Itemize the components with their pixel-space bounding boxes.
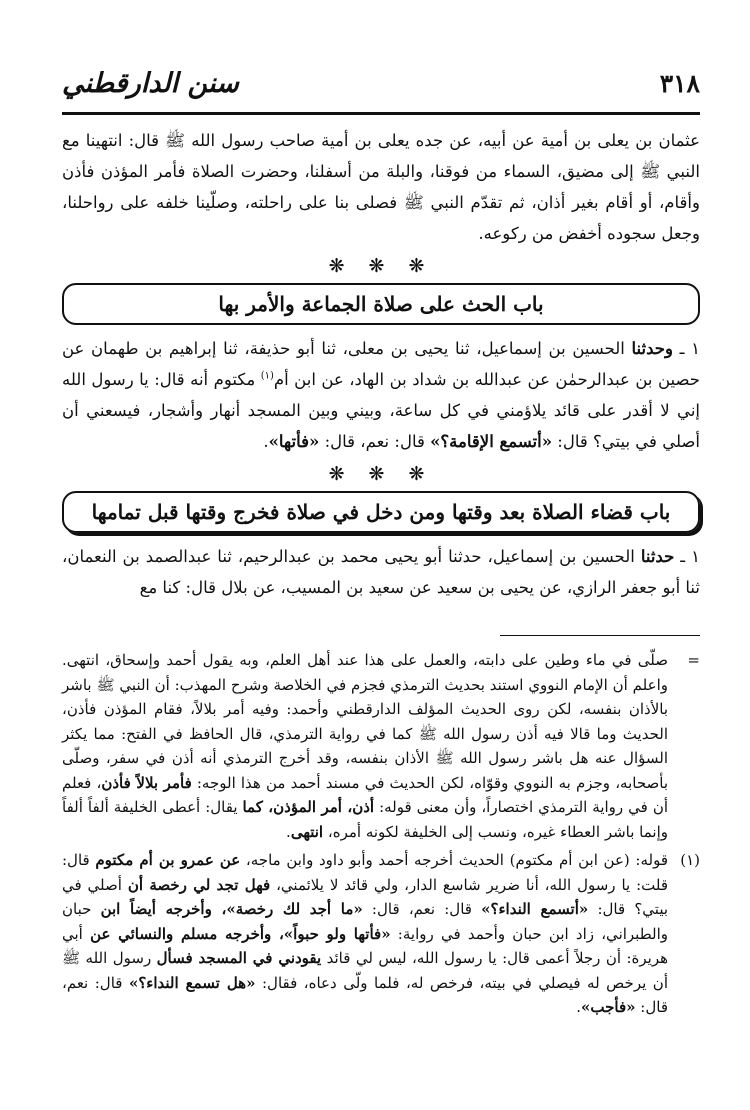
hadith-lead: وحدثنا [631,339,673,358]
footnote-bold-run: «ما أجد لك رخصة»، وأخرجه أيضاً ابن [100,900,363,918]
footnote-reference: (١) [260,370,274,382]
hadith-quote: «فأتها» [268,432,320,451]
footnote-bold-run: «هل تسمع النداء؟» [128,973,256,992]
hadith-number: ١ ـ [680,547,700,566]
hadith-number: ١ ـ [679,339,700,358]
footnote-run: قوله: (عن ابن أم مكتوم) الحديث أخرجه أحمد وأبو داود وابن ماجه، [240,851,668,869]
footnote-bold-run: «فأجب» [581,998,636,1016]
footnote-bold-run: أذن، أمر المؤذن، كما [242,798,375,816]
book-page [62,60,700,1024]
hadith-quote: «أتسمع الإقامة؟» [430,432,553,451]
footnote-run: . [576,998,582,1016]
footnote-rule [500,635,700,636]
footnote-run: أصلي في بيتي؟ قال: [62,875,669,918]
footnote-run: صلّى في ماء وطين على دابته، والعمل على هذا عند أهل العلم، وبه يقول أحمد وإسحاق، انتهى. واعلم أن الإمام النووي استند بحديث الترمذي فجزم في الخلاصة وشرح المهذب: أن النبي ﷺ باشر بالأذان بنفسه، لكن روى الحديث المؤلف الدارقطني وأحمد: وفيه أمر بلالاً، فقام المؤذن فأذن، الحديث وما قالا فيه أذن رسول الله ﷺ كما في رواية الترمذي، قال الحافظ في الفتح: مما يكثر السؤال عنه هل باشر رسول الله ﷺ الأذان بنفسه، وقد أخرج الترمذي أنه أذن في سفر، وصلّى بأصحابه، وجزم به النووي وقوّاه، لكن الحديث في مسند أحمد من هذا الوجه: [62,651,668,792]
footnote-1 [62,848,700,1020]
footnote-bold-run: يقودني في المسجد فسأل [156,949,322,967]
intro-paragraph: عثمان بن يعلى بن أمية عن أبيه، عن جده يعلى بن أمية صاحب رسول الله ﷺ قال: انتهينا مع النبي ﷺ إلى مضيق، السماء من فوقنا، والبلة من أسفلنا، وحضرت الصلاة فأمر المؤذن فأذن وأقام، أو أقام بغير أذان، ثم تقدّم النبي ﷺ فصلى بنا على راحلته، وصلّينا خلفه على رواحلنا، وجعل سجوده أخفض من ركوعه. [62,131,700,243]
footnote-run: ، فعلم أن في رواية الترمذي اختصاراً، وأن معنى قوله: [62,773,668,816]
hadith-text: مكتوم أنه قال: يا رسول الله إني لا أقدر على قائد يلاؤمني في كل ساعة، وبيني وبين المسجد أنهار وأشجار، فيسعني أن أصلي في بيتي؟ قال: [62,370,700,451]
hadith-lead: حدثنا [640,547,675,566]
footnote-run: قال: نعم، قال: [362,900,482,918]
footnote-run: رسول الله ﷺ أن يرخص له فيصلي في بيته، فرخص له، فلما ولّى دعاه، فقال: [62,949,668,992]
footnote-bold-run: فهل تجد لي رخصة أن [127,875,271,894]
hadith-paragraph-1 [62,333,700,457]
continuation-marker: = [687,651,700,669]
footnote-marker: (١) [680,851,700,869]
hadith-text: الحسين بن إسماعيل، حدثنا أبو يحيى محمد بن عبدالرحيم، ثنا عبدالصمد بن النعمان، ثنا أبو جعفر الرازي، عن يحيى بن سعيد عن سعيد بن المسيب، عن بلال قال: كنا مع [62,547,700,597]
footnote-bold-run: «فأتها ولو حبواً»، وأخرجه مسلم والنسائي عن [90,924,391,943]
page-header [62,60,700,106]
footnotes [62,648,700,1020]
footnote-bold-run: فأمر بلالاً فأذن [101,773,192,792]
chapter-title-box-1: باب الحث على صلاة الجماعة والأمر بها [62,283,700,325]
footnote-run: أبي هريرة: أن رجلاً أعمى قال: يا رسول الله، ليس لي قائد [62,924,668,967]
footnote-text [62,848,668,1020]
hadith-text: . [263,432,269,451]
hadith-text: قال: نعم، قال: [319,432,431,451]
footnote-bold-run: «أتسمع النداء؟» [481,900,589,918]
footnote-run: قال: قلت: يا رسول الله، أنا ضرير شاسع الدار، ولي قائد لا يلائمني، [62,851,668,894]
footnote-continuation [62,648,700,844]
separator-stars-1: ❋ ❋ ❋ [328,255,434,277]
footnote-text [62,648,668,844]
separator-stars-2: ❋ ❋ ❋ [328,463,434,485]
footnote-run: قال: نعم، قال: [62,973,668,1016]
hadith-text: الحسين بن إسماعيل، ثنا يحيى بن معلى، ثنا أبو حذيفة، ثنا إبراهيم بن طهمان عن حصين بن عبدالرحمٰن عن عبدالله بن شداد بن الهاد، عن ابن أم [62,339,701,389]
header-rule [62,112,700,115]
footnote-bold-run: انتهى [290,822,324,841]
footnote-run: حبان والطبراني، زاد ابن حبان وأحمد في رواية: [62,900,668,943]
footnote-bold-run: عن عمرو بن أم مكتوم [95,851,241,869]
chapter-title-box-2: باب قضاء الصلاة بعد وقتها ومن دخل في صلاة فخرج وقتها قبل تمامها [62,491,700,533]
footnote-run: . [286,822,291,841]
book-title: سنن الدارقطني [62,67,239,99]
hadith-paragraph-2 [62,541,700,603]
footnote-run: يقال: أعطى الخليفة ألفاً ألفاً وإنما باشر العطاء غيره، ونسب إلى الخليفة لكونه أمره، [62,798,668,841]
page-number: ٣١٨ [659,68,700,98]
